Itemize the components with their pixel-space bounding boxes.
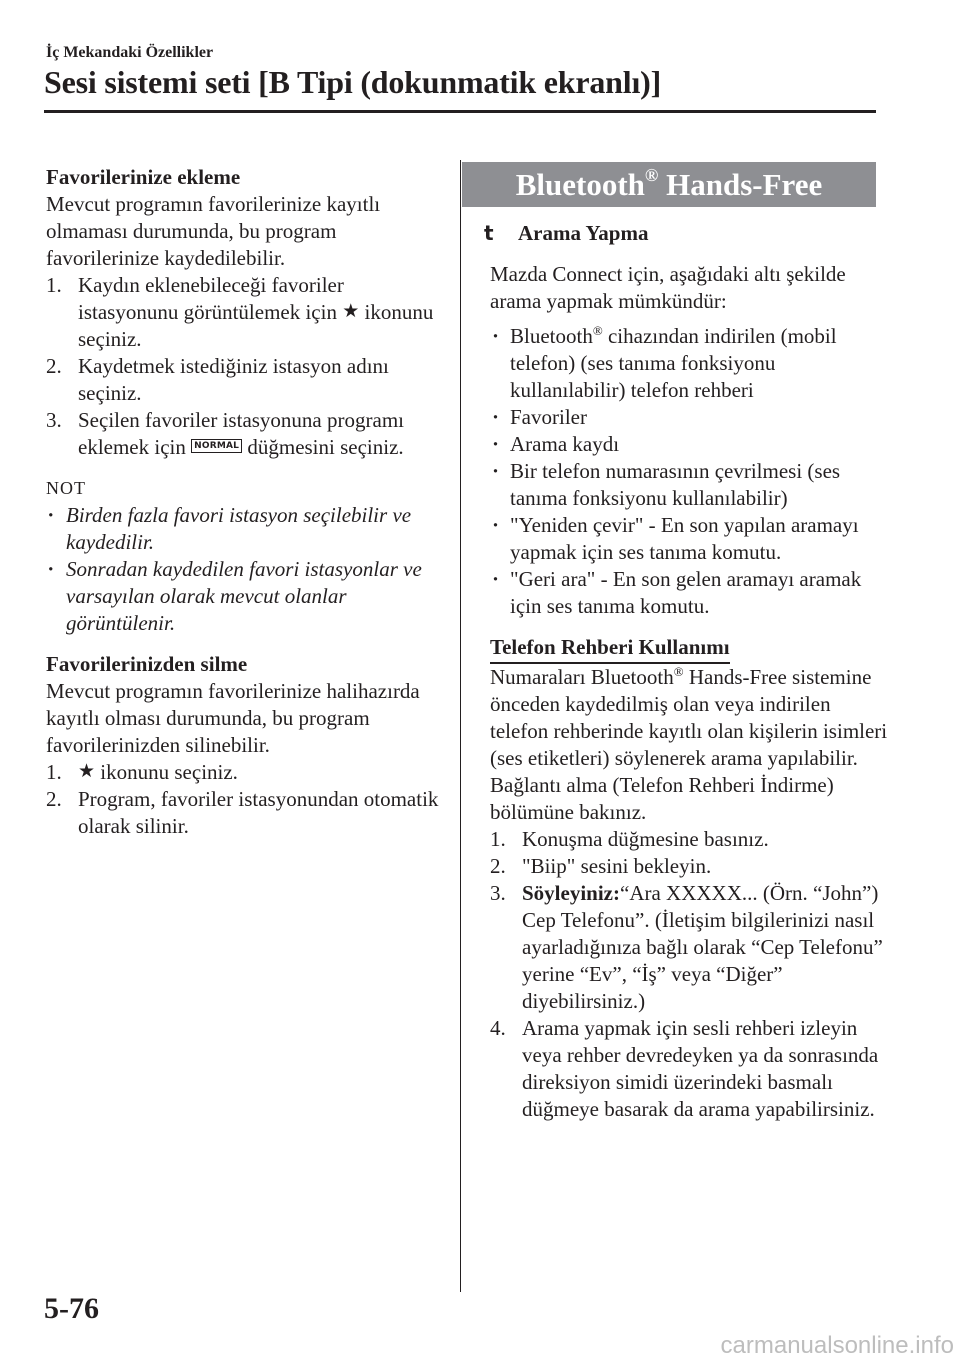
phonebook-heading: Telefon Rehberi Kullanımı (490, 634, 730, 664)
step-number: 2. (490, 854, 506, 878)
title-rule (44, 110, 876, 113)
step-text: Program, favoriler istasyonundan otomatik olarak silinir. (78, 787, 439, 838)
step-number: 2. (46, 354, 62, 378)
watermark: carmanualsonline.info (720, 1332, 954, 1359)
page-number: 5-76 (44, 1292, 99, 1325)
item-text: "Yeniden çevir" - En son yapılan aramayı yapmak için ses tanıma komutu. (510, 513, 859, 564)
fav-delete-step-2 (46, 786, 446, 840)
arama-heading-text: Arama Yapma (518, 221, 649, 245)
bullet-dot: · (492, 513, 500, 537)
bullet-dot: · (48, 503, 54, 527)
registered-mark: ® (592, 323, 603, 338)
fav-add-intro: Mevcut programın favorilerinize kayıtlı olmaması durumunda, bu program favorilerinize kaydedilebilir. (46, 192, 381, 270)
page-title: Sesi sistemi seti [B Tipi (dokunmatik ekranlı)] (44, 64, 662, 100)
arama-intro: Mazda Connect için, aşağıdaki altı şekilde arama yapmak mümkündür: (490, 262, 846, 313)
bullet-dot: · (492, 567, 500, 591)
arama-item (490, 566, 890, 620)
arama-item (490, 512, 890, 566)
step-number: 2. (46, 787, 62, 811)
star-icon: ★ (342, 301, 360, 322)
registered-mark: ® (644, 165, 659, 185)
step-text: Seçilen favoriler istasyonuna programı eklemek için (78, 408, 404, 459)
left-column (46, 164, 446, 840)
fav-add-step-3 (46, 407, 446, 461)
phonebook-step-4 (490, 1015, 890, 1123)
phonebook-step-3 (490, 880, 890, 1015)
banner-text: Bluetooth (515, 167, 645, 202)
step-number: 3. (490, 881, 506, 905)
item-text: Bluetooth (510, 324, 593, 348)
fav-delete-heading: Favorilerinizden silme (46, 652, 248, 676)
note-item (46, 502, 446, 556)
fav-delete-step-1 (46, 759, 446, 786)
column-divider (460, 160, 461, 1292)
step-text: ikonunu seçiniz. (78, 300, 434, 351)
step-number: 3. (46, 408, 62, 432)
step-number: 1. (46, 273, 62, 297)
step-number: 1. (490, 827, 506, 851)
bullet-dot: · (48, 557, 54, 581)
section-arrow-icon: t (484, 221, 494, 245)
arama-item (490, 323, 890, 404)
normal-button-icon: NORMAL (191, 439, 242, 453)
item-text: Bir telefon numarasının çevrilmesi (ses tanıma fonksiyonu kullanılabilir) (510, 459, 841, 510)
item-text: "Geri ara" - En son gelen aramayı aramak için ses tanıma komutu. (510, 567, 862, 618)
intro-text: Hands-Free sistemine önceden kaydedilmiş olan veya indirilen telefon rehberinde kayıtlı olan kişilerin isimleri (ses etiketleri) söylenerek arama yapılabilir. Bağlantı alma (Telefon Rehberi İndirme) bölümüne bakınız. (490, 665, 888, 824)
arama-heading (484, 220, 890, 247)
bullet-dot: · (492, 459, 500, 483)
section-label: İç Mekandaki Özellikler (46, 44, 214, 61)
arama-item (490, 404, 890, 431)
step-number: 4. (490, 1016, 506, 1040)
phonebook-step-2 (490, 853, 890, 880)
fav-add-step-1 (46, 272, 446, 353)
step-text: Konuşma düğmesine basınız. (522, 827, 769, 851)
step-text: Arama yapmak için sesli rehberi izleyin veya rehber devredeyken ya da sonrasında direksiyon simidi üzerindeki basmalı düğmeye basarak da arama yapabilirsiniz. (522, 1016, 879, 1121)
note-text: Birden fazla favori istasyon seçilebilir ve kaydedilir. (66, 503, 412, 554)
step-text: "Biip" sesini bekleyin. (522, 854, 712, 878)
bullet-dot: · (492, 405, 500, 429)
fav-add-step-2 (46, 353, 446, 407)
fav-delete-intro: Mevcut programın favorilerinize halihazırda kayıtlı olması durumunda, bu program favorilerinizden silinebilir. (46, 679, 420, 757)
step-text: “Ara XXXXX... (Örn. “John”) Cep Telefonu”. (İletişim bilgilerinizi nasıl ayarladığınıza bağlı olarak “Cep Telefonu” yerine “Ev”, “İş” veya “Diğer” diyebilirsiniz.) (522, 881, 883, 1013)
banner-text: Hands-Free (658, 167, 823, 202)
step-number: 1. (46, 760, 62, 784)
step-text: ikonunu seçiniz. (100, 760, 238, 784)
intro-text: Numaraları Bluetooth (490, 665, 674, 689)
step-text: düğmesini seçiniz. (247, 435, 404, 459)
arama-item (490, 431, 890, 458)
step-text: Kaydetmek istediğiniz istasyon adını seçiniz. (78, 354, 389, 405)
star-icon: ★ (78, 761, 96, 782)
note-item (46, 556, 446, 637)
phonebook-intro (490, 664, 890, 826)
bullet-dot: · (492, 432, 500, 456)
item-text: Favoriler (510, 405, 587, 429)
bullet-dot: · (492, 324, 500, 348)
phonebook-step-1 (490, 826, 890, 853)
step-bold-text: Söyleyiniz: (522, 881, 620, 905)
step-text: Kaydın eklenebileceği favoriler istasyonunu görüntülemek için (78, 273, 344, 324)
note-text: Sonradan kaydedilen favori istasyonlar ve varsayılan olarak mevcut olanlar görüntülenir. (66, 557, 422, 635)
arama-item (490, 458, 890, 512)
note-label: NOT (46, 478, 86, 498)
item-text: Arama kaydı (510, 432, 620, 456)
registered-mark: ® (673, 664, 684, 679)
right-column (484, 162, 890, 1123)
fav-add-heading: Favorilerinize ekleme (46, 165, 241, 189)
item-text: cihazından indirilen (mobil telefon) (ses tanıma fonksiyonu kullanılabilir) telefon rehberi (510, 324, 837, 402)
